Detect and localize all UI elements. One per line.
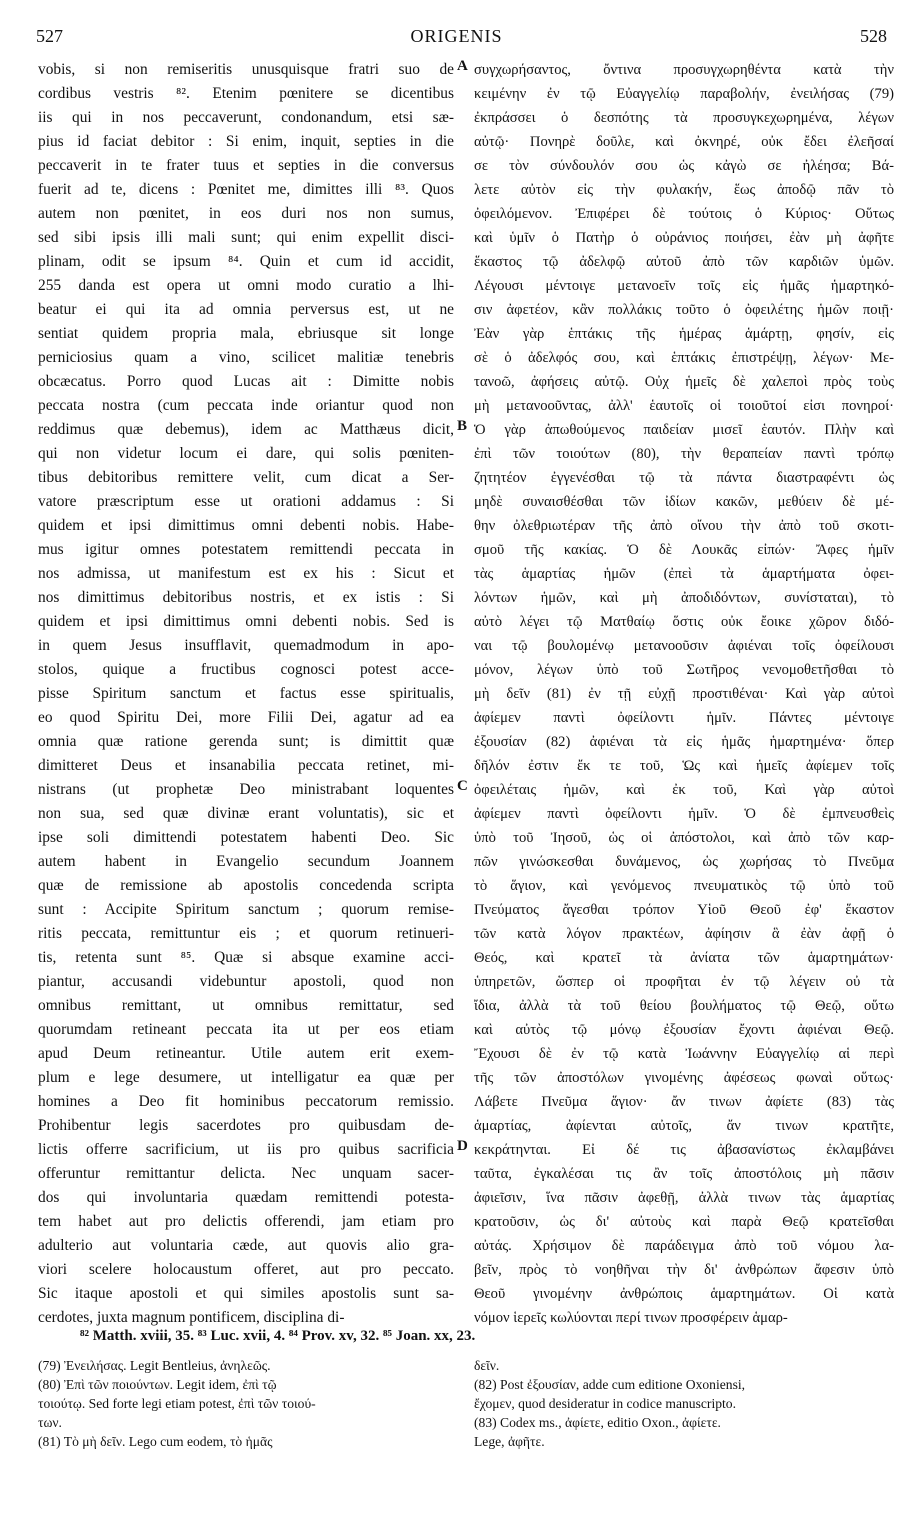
text-line: vobis, si non remiseritis unusquisque fratri suo de	[38, 61, 454, 78]
text-line: σὲ ὁ ἀδελφός σου, καὶ ἑπτάκις ἐπιστρέψῃ, λέγων· Με-	[474, 350, 894, 366]
text-line: λετε αὐτὸν εἰς τὴν φυλακήν, ἕως ἀποδῷ πᾶν τὸ	[474, 182, 894, 198]
text-line: ἁμαρτίας, ἀφίενται αὐτοῖς, ἄν τινων κρατῆτε,	[474, 1118, 894, 1134]
text-line: ἕκαστος τῷ ἀδελφῷ αὐτοῦ ἀπὸ τῶν καρδιῶν ὑμῶν.	[474, 254, 894, 270]
note-line: (80) Ἐπὶ τῶν ποιούντων. Legit idem, ἐπὶ τῷ	[38, 1377, 277, 1392]
text-line: Πνεύματος ἄγεσθαι τρόπον Υἱοῦ Θεοῦ ἐφ' ἕκαστον	[474, 902, 894, 918]
note-line: (82) Post ἐξουσίαν, adde cum editione Oxoniensi,	[474, 1377, 746, 1392]
text-line: τῶν κατὰ λόγον πρακτέων, ἀφίησιν ἃ ἐὰν ἀφῇ ὁ	[474, 926, 894, 942]
text-line: autem non pœnitet, in eos duri nos non sumus,	[38, 205, 454, 222]
text-line: τανοῶ, ἀφήσεις αὐτῷ. Οὐχ ἡμεῖς δὲ χαλεποὶ πρὸς τοὺς	[474, 374, 894, 390]
text-line: peccata nostra (cum peccata inde oriantur quod non	[38, 397, 454, 414]
text-line: ritis peccata, remittuntur eis ; et quorum retinueri-	[38, 925, 454, 942]
text-line: ἴδια, ἀλλὰ τὰ τοῦ θείου βουλήματος τῷ Θεῷ, οὕτω	[474, 998, 894, 1014]
text-line: sed sibi ipsis illi mali sunt; qui enim expellit disci-	[38, 229, 454, 246]
text-line: Sic itaque apostoli et qui similes apostolis sunt sa-	[38, 1285, 454, 1302]
notes-right	[474, 1356, 894, 1451]
text-line: ἀφίεμεν παντὶ ὀφείλοντι ἡμῖν. Πάντες μέντοιγε	[474, 710, 894, 726]
text-line: βεῖν, πρὸς τὸ νοηθῆναι τὴν δι' ἀνθρώπων ἄφεσιν ὑπὸ	[474, 1262, 894, 1278]
text-line: τὰς ἁμαρτίας ἡμῶν (ἐπεὶ τὰ ἁμαρτήματα ὀφει-	[474, 566, 894, 582]
text-line: αὐτὸ λέγει τῷ Ματθαίῳ ὅστις οὐκ ἔοικε χῶρον διδό-	[474, 614, 894, 630]
text-line: καὶ ὑμῖν ὁ Πατὴρ ὁ οὐράνιος ποιήσει, ἐὰν μὴ ἀφῆτε	[474, 230, 894, 246]
text-line: pisse Spiritum sanctum et factus esse spiritualis,	[38, 685, 454, 702]
text-line: ὑπηρετῶν, ὥσπερ οἱ προφῆται ἐν τῷ λέγειν οὐ τὰ	[474, 974, 894, 990]
text-line: autem habent in Evangelio secundum Joannem	[38, 853, 454, 870]
text-line: beatur ei qui ita ad omnia perversus est, ut ne	[38, 301, 454, 318]
text-line: iis qui in nos peccaverunt, condonandum, etsi sæ-	[38, 109, 454, 126]
text-line: ναι τῷ βουλομένῳ μετανοοῦσιν ἀφιέναι τοῖς ὀφείλουσι	[474, 638, 894, 654]
text-line: αὐτῷ· Πονηρὲ δοῦλε, καὶ ὀκνηρέ, οὐκ ἔδει ἐλεῆσαί	[474, 134, 894, 150]
margin-marker-a: A	[457, 58, 468, 74]
text-line: σμοῦ τῆς κακίας. Ὁ δὲ Λουκᾶς εἰπών· Ἄφες ἡμῖν	[474, 542, 894, 558]
text-line: κεκράτηνται. Εἰ δέ τις ἀβασανίστως ἐκλαμβάνει	[474, 1142, 894, 1158]
text-line: ταῦτα, ἐγκαλέσαι τις ἂν τοῖς ἀποστόλοις μὴ πᾶσιν	[474, 1166, 894, 1182]
note-line: (83) Codex ms., ἀφίετε, editio Oxon., ἀφίετε.	[474, 1415, 721, 1430]
text-line: apud Deum retineantur. Utile autem erit exem-	[38, 1045, 454, 1062]
note-line: (81) Τὸ μὴ δεῖν. Lego cum eodem, τὸ ἡμᾶς	[38, 1434, 273, 1449]
text-line: piantur, accusandi videbuntur apostoli, quod non	[38, 973, 454, 990]
text-line: νόμον ἱερεῖς κωλύονται περί τινων προσφέρειν ἁμαρ-	[474, 1310, 788, 1326]
text-line: eo quod Spiritu Dei, more Filii Dei, agatur ad ea	[38, 709, 454, 726]
margin-marker-b: B	[457, 418, 468, 434]
text-line: μὴ δεῖν (81) ἐν τῇ εὐχῇ προστιθέναι· Καὶ γὰρ αὐτοὶ	[474, 686, 894, 702]
text-line: homines a Deo fit hominibus peccatorum remissio.	[38, 1093, 454, 1110]
text-line: mus igitur omnes potestatem remittendi peccata in	[38, 541, 454, 558]
text-line: κειμένην ἐν τῷ Εὐαγγελίῳ παραβολήν, ἐνειλήσας (79)	[474, 86, 894, 102]
running-title: ORIGENIS	[410, 26, 503, 46]
text-line: viori scelere holocaustum offeret, aut pro peccato.	[38, 1261, 454, 1278]
text-line: peccaverit in te frater tuus et septies in die conversus	[38, 157, 454, 174]
text-line: ἐξουσίαν (82) ἀφιέναι τὰ εἰς ἡμᾶς ἡμαρτημένα· ὅπερ	[474, 734, 894, 750]
text-line: tibus debitoribus remittere velit, cum dicat a Ser-	[38, 469, 454, 486]
text-line: Ὁ γὰρ ἀπωθούμενος παιδείαν μισεῖ ἑαυτόν. Πλὴν καὶ	[474, 422, 894, 438]
margin-marker-c: C	[457, 778, 468, 794]
margin-marker-d: D	[457, 1138, 468, 1154]
text-line: συγχωρήσαντος, ὄντινα προσυγχωρηθέντα κατὰ τὴν	[474, 62, 894, 78]
text-line: tem habet aut pro delictis offerendi, jam etiam pro	[38, 1213, 454, 1230]
text-line: fuerit ad te, dicens : Pœnitet me, dimittes illi ⁸³. Quos	[38, 181, 454, 198]
text-line: plum e lege desumere, ut intelligatur ea quæ per	[38, 1069, 454, 1086]
text-line: dimitteret Deus et insanabilia peccata retinet, mi-	[38, 757, 454, 774]
text-line: nistrans (ut prophetæ Deo ministrabant loquentes	[38, 781, 454, 798]
text-line: λόντων ἡμῶν, καὶ μὴ ἀποδιδόντων, συνίσταται), τὸ	[474, 590, 894, 606]
note-line: των.	[38, 1415, 62, 1430]
text-line: αὐτάς. Χρήσιμον δὲ παράδειγμα ἀπὸ τοῦ νόμου λα-	[474, 1238, 894, 1254]
text-line: Λέγουσι μέντοιγε μετανοεῖν τοῖς εἰς ἡμᾶς ἡμαρτηκό-	[474, 278, 894, 294]
text-line: plinam, odit se ipsum ⁸⁴. Quin et cum id accidit,	[38, 253, 454, 270]
text-line: Λάβετε Πνεῦμα ἅγιον· ἄν τινων ἀφίετε (83) τὰς	[474, 1094, 894, 1110]
text-line: κρατοῦσιν, ὡς δι' αὐτοὺς καὶ παρὰ Θεῷ κρατεῖσθαι	[474, 1214, 894, 1230]
text-line: quidem et ipsi dimittimus omni debenti nobis. Sed is	[38, 613, 454, 630]
text-line: ὑπὸ τοῦ Ἰησοῦ, ὡς οἱ ἀπόστολοι, καὶ ἀπὸ τῶν καρ-	[474, 830, 894, 846]
text-line: quidem et ipsi dimittimus omni debenti nobis. Habe-	[38, 517, 454, 534]
text-line: nos admissa, ut manifestum est ex his : Sicut et	[38, 565, 454, 582]
text-line: quorumdam retineant peccata ita ut per eos etiam	[38, 1021, 454, 1038]
text-line: τὸ ἅγιον, καὶ γενόμενος πνευματικὸς τῷ ὑπὸ τοῦ	[474, 878, 894, 894]
notes-left	[38, 1356, 454, 1451]
text-line: reddimus quæ debemus), idem ac Matthæus dicit,	[38, 421, 454, 438]
greek-column	[474, 58, 894, 1330]
text-line: σιν ἀφετέον, κἂν πολλάκις τοῦτο ὁ ὀφειλέτης ἡμῶν ποιῇ·	[474, 302, 894, 318]
text-line: θην ὀλεθριωτέραν τῆς ἀπὸ οἴνου τὴν ἀπὸ τοῦ σκοτι-	[474, 518, 894, 534]
text-line: δῆλόν ἐστιν ἔκ τε τοῦ, Ὡς καὶ ἡμεῖς ἀφίεμεν τοῖς	[474, 758, 894, 774]
text-line: ἀφιεῖσιν, ἵνα πᾶσιν ἀφεθῇ, ἀλλὰ τινων τὰς ἁμαρτίας	[474, 1190, 894, 1206]
text-line: Θεός, καὶ κρατεῖ τὰ ἀνίατα τῶν ἁμαρτημάτων·	[474, 950, 894, 966]
note-line: τοιούτῳ. Sed forte legi etiam potest, ἐπὶ τῶν τοιού-	[38, 1396, 316, 1411]
text-line: sunt : Accipite Spiritum sanctum ; quorum remise-	[38, 901, 454, 918]
text-line: qui non videtur locum ei dare, qui solis pœniten-	[38, 445, 454, 462]
text-line: καὶ αὐτὸς τῷ μόνῳ ἐξουσίαν ἔχοντι ἀφιέναι Θεῷ.	[474, 1022, 894, 1038]
note-line: δεῖν.	[474, 1358, 500, 1373]
page-header	[0, 26, 913, 50]
text-line: offeruntur remittantur delicta. Nec unquam sacer-	[38, 1165, 454, 1182]
text-line: omnibus remittant, ut omnibus remittatur, sed	[38, 997, 454, 1014]
text-line: μόνον, λέγων ὑπὸ τοῦ Σωτῆρος νενομοθετῆσθαι τὸ	[474, 662, 894, 678]
text-line: σε τὸν σύνδουλόν σου ὡς κἀγὼ σε ἠλέησα; Βά-	[474, 158, 894, 174]
text-line: ἀφίεμεν παντὶ ὀφείλοντι ἡμῖν. Ὁ δὲ ἐμπνευσθεὶς	[474, 806, 894, 822]
text-line: Ἐὰν γὰρ ἑπτάκις τῆς ἡμέρας ἁμάρτῃ, φησίν, εἰς	[474, 326, 894, 342]
text-line: ὀφειλέταις ἡμῶν, καὶ ἐκ τοῦ, Καὶ γὰρ αὐτοὶ	[474, 782, 894, 798]
text-line: ἐκπράσσει ὁ δεσπότης τὰ προσυγκεχωρημένα, λέγων	[474, 110, 894, 126]
text-line: cordibus vestris ⁸². Etenim pœnitere se dicentibus	[38, 85, 454, 102]
text-line: μὴ μετανοοῦντας, ἀλλ' ἑαυτοῖς οἱ τοιοῦτοί εἰσι πονηροί·	[474, 398, 894, 414]
page-number-left: 527	[36, 26, 63, 46]
note-line: ἔχομεν, quod desideratur in codice manuscripto.	[474, 1396, 736, 1411]
footnote-references: ⁸² Matth. xviii, 35. ⁸³ Luc. xvii, 4. ⁸⁴ Prov. xv, 32. ⁸⁵ Joan. xx, 23.	[80, 1328, 476, 1344]
page-number-right: 528	[860, 26, 887, 46]
text-line: Prohibentur legis sacerdotes pro quibusdam de-	[38, 1117, 454, 1134]
text-line: ζητητέον ἐγγενέσθαι τῷ τὰ πάντα διαστραφέντι ὡς	[474, 470, 894, 486]
text-line: cerdotes, juxta magnum pontificem, disciplina di-	[38, 1309, 345, 1326]
text-line: ipse soli dimittendi potestatem habenti Deo. Sic	[38, 829, 454, 846]
text-line: μηδὲ συναισθέσθαι τῶν ἰδίων κακῶν, μεθύειν δὲ μέ-	[474, 494, 894, 510]
text-line: nos dimittimus debitoribus nostris, et ex istis : Si	[38, 589, 454, 606]
note-line: (79) Ἐνειλήσας. Legit Bentleius, ἀνηλεῶς.	[38, 1358, 271, 1373]
text-line: adulterio aut voluntaria cæde, aut quovis alio gra-	[38, 1237, 454, 1254]
text-line: sentiat quidem propria mala, ebriusque sit longe	[38, 325, 454, 342]
text-line: stolos, quique a fructibus cognosci potest acce-	[38, 661, 454, 678]
text-line: perniciosius quam a vino, scilicet malitiæ tenebris	[38, 349, 454, 366]
text-line: 255 danda est opera ut omni modo curatio a lhi-	[38, 277, 454, 294]
latin-column	[38, 58, 454, 1330]
text-line: pius id faciat debitor : Si enim, inquit, septies in die	[38, 133, 454, 150]
text-line: dos qui involuntaria quædam remittendi potesta-	[38, 1189, 454, 1206]
text-line: τῆς τῶν ἀποστόλων γινομένης ἀφέσεως φωναὶ οὕτως·	[474, 1070, 894, 1086]
text-line: vatore præscriptum esse ut orationi addamus : Si	[38, 493, 454, 510]
text-line: lictis offerre sacrificium, ut iis pro quibus sacrificia	[38, 1141, 454, 1158]
text-line: Ἔχουσι δὲ ἐν τῷ κατὰ Ἰωάννην Εὐαγγελίῳ αἱ περὶ	[474, 1046, 894, 1062]
text-line: obcæcatus. Porro quod Lucas ait : Dimitte nobis	[38, 373, 454, 390]
text-line: πῶν γινώσκεσθαι δυνάμενος, ὡς χωρήσας τὸ Πνεῦμα	[474, 854, 894, 870]
text-line: omnia quæ ratione gerenda sunt; is dimittit quæ	[38, 733, 454, 750]
text-line: tis, retenta sunt ⁸⁵. Quæ si absque examine acci-	[38, 949, 454, 966]
text-line: non sua, sed quæ divinæ erant voluntatis), sic et	[38, 805, 454, 822]
text-line: quæ de remissione ab apostolis concedenda scripta	[38, 877, 454, 894]
text-line: Θεοῦ γινομένην ἀνθρώποις ἁμαρτημάτων. Οἱ κατὰ	[474, 1286, 894, 1302]
text-line: ἐπὶ τῶν τοιούτων (80), τὴν θεραπείαν παντὶ τρόπῳ	[474, 446, 894, 462]
text-line: ὀφειλόμενον. Ἐπιφέρει δὲ τούτοις ὁ Κύριος· Οὕτως	[474, 206, 894, 222]
note-line: Lege, ἀφῆτε.	[474, 1434, 545, 1449]
text-line: in quem Jesus insufflavit, quemadmodum in apo-	[38, 637, 454, 654]
